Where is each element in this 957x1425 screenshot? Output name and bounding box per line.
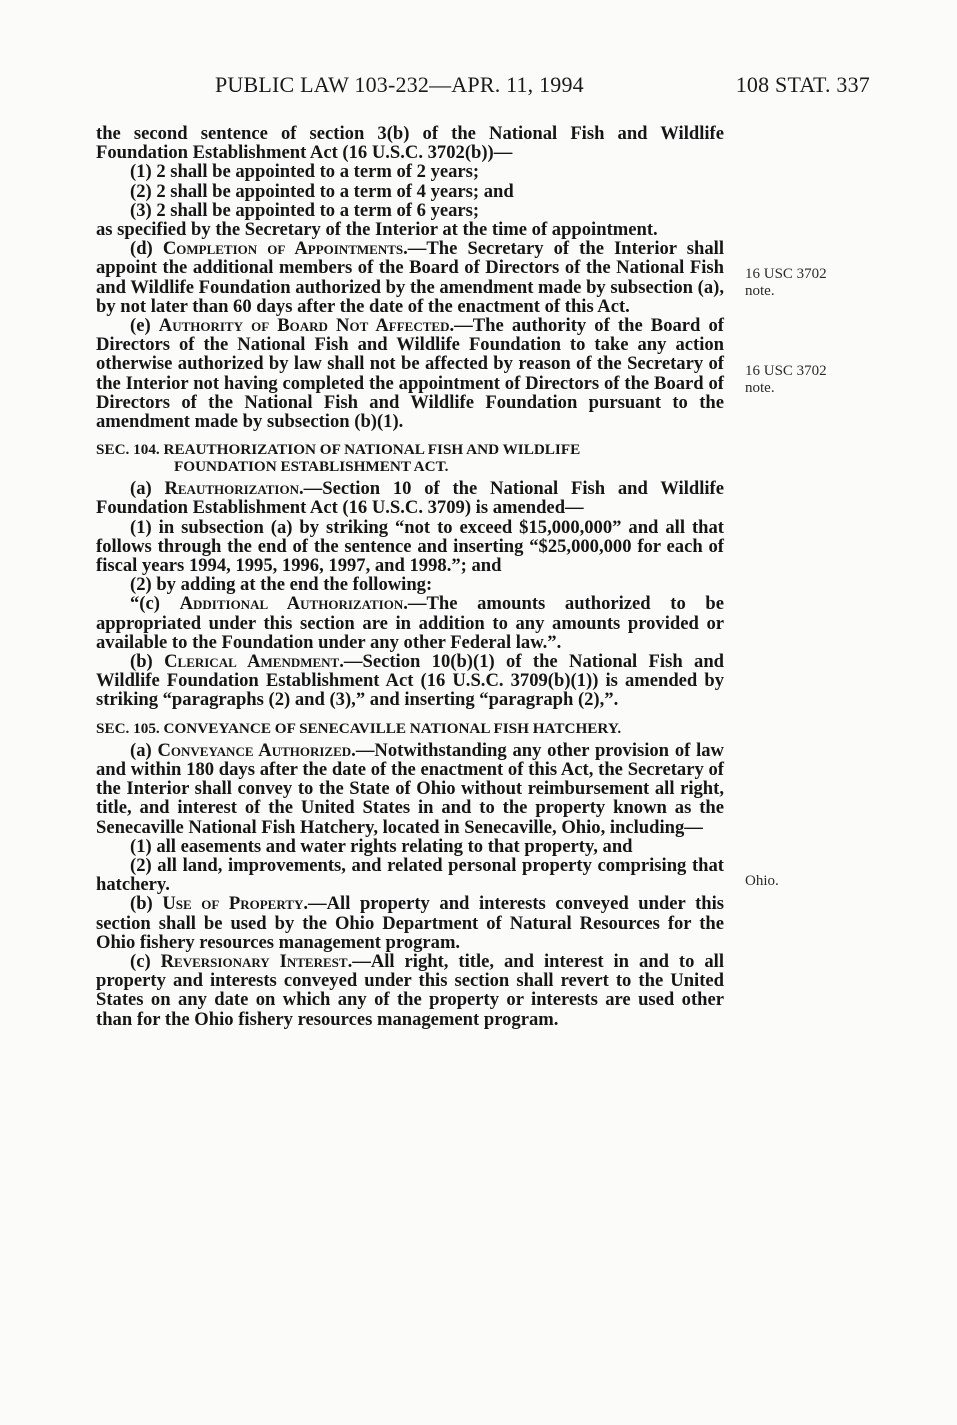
subsection-a-104 xyxy=(96,479,724,517)
list-item: (1) all easements and water rights relating to that property, and xyxy=(130,835,633,857)
subsection-text: —Notwithstanding any other provision of law and within 180 days after the date of the enactment of this Act, the Secretary of the Interior shall convey to the State of Ohio without reimbursement all right, title, and interest of the United States in and to the property known as the Senecaville National Fish Hatchery, located in Senecaville, Ohio, including— xyxy=(96,739,724,838)
subsection-label: (a) xyxy=(130,478,165,500)
subsection-text: —All right, title, and interest in and to all property and interests conveyed under this section shall revert to the United States on any date on which any of the property or interests are used other than for the Ohio fishery resources management program. xyxy=(96,950,725,1030)
margin-note-state: Ohio. xyxy=(745,873,779,889)
list-item: (3) 2 shall be appointed to a term of 6 years; xyxy=(130,199,480,221)
subsection-b-104 xyxy=(96,652,724,710)
subsection-label: (a) xyxy=(130,739,158,761)
subsection-text: —Section 10(b)(1) of the National Fish and Wildlife Foundation Establishment Act (16 U.S.C. 3709(b)(1)) is amended by striking “paragraphs (2) and (3),” and inserting “paragraph (2),”. xyxy=(96,651,724,711)
list-item: (1) in subsection (a) by striking “not to exceed $15,000,000” and all that follows through the end of the sentence and inserting “$25,000,000 for each of fiscal years 1994, 1995, 1996, 1997, and 1998.”; and xyxy=(96,516,724,577)
list-item: (1) 2 shall be appointed to a term of 2 years; xyxy=(130,161,480,183)
section-105-heading: SEC. 105. CONVEYANCE OF SENECAVILLE NATIONAL FISH HATCHERY. xyxy=(96,719,622,737)
subsection-label: (d) xyxy=(130,238,163,260)
paragraph: the second sentence of section 3(b) of the National Fish and Wildlife Foundation Establishment Act (16 U.S.C. 3702(b))— xyxy=(96,123,724,164)
subsection-text: —The authority of the Board of Directors of the National Fish and Wildlife Foundation to take any action otherwise authorized by law shall not be affected by reason of the Secretary of the Interior not having completed the appointment of Directors of the Board of Directors of the National Fish and Wildlife Foundation pursuant to the amendment made by subsection (b)(1). xyxy=(96,315,724,433)
margin-note-citation: 16 USC 3702 note. xyxy=(745,363,827,396)
subsection-label: (e) xyxy=(130,315,159,337)
subsection-text: —All property and interests conveyed under this section shall be used by the Ohio Department of Natural Resources for the Ohio fishery resources management program. xyxy=(96,893,725,953)
subsection-label: (b) xyxy=(130,651,165,673)
list-item: (2) all land, improvements, and related personal property comprising that hatchery. xyxy=(96,854,724,896)
section-heading-line: FOUNDATION ESTABLISHMENT ACT. xyxy=(174,458,449,476)
section-104-heading xyxy=(96,441,724,475)
subsection-heading: Completion of Appointments. xyxy=(162,238,408,260)
subsection-heading: Use of Property. xyxy=(162,893,308,915)
list-item: (2) 2 shall be appointed to a term of 4 years; and xyxy=(130,180,514,202)
subsection-b-105 xyxy=(96,894,724,952)
subsection-label: (c) xyxy=(130,950,161,972)
subsection-label: “(c) xyxy=(130,593,180,615)
subsection-text: —Section 10 of the National Fish and Wildlife Foundation Establishment Act (16 U.S.C. 3709) is amended— xyxy=(96,478,724,519)
subsection-heading: Reauthorization. xyxy=(164,478,304,500)
subsection-text: —The amounts authorized to be appropriated under this section are in addition to any amounts provided or available to the Foundation under any other Federal law.”. xyxy=(96,593,724,653)
subsection-label: (b) xyxy=(130,893,163,915)
subsection-heading: Conveyance Authorized. xyxy=(157,739,356,761)
paragraph: as specified by the Secretary of the Interior at the time of appointment. xyxy=(96,219,658,241)
subsection-a-105 xyxy=(96,741,724,837)
page-header xyxy=(215,72,870,102)
subsection-heading: Authority of Board Not Affected. xyxy=(158,315,455,337)
subsection-c-105 xyxy=(96,952,724,1029)
law-title: PUBLIC LAW 103-232—APR. 11, 1994 xyxy=(215,72,584,97)
subsection-text: —The Secretary of the Interior shall appoint the additional members of the Board of Directors of the National Fish and Wildlife Foundation authorized by the amendment made by subsection (a), by not later than 60 days after the date of the enactment of this Act. xyxy=(96,238,724,317)
margin-note-citation: 16 USC 3702 note. xyxy=(745,266,827,299)
subsection-e xyxy=(96,316,724,431)
subsection-d xyxy=(96,239,724,316)
subsection-heading: Clerical Amendment. xyxy=(164,651,344,673)
list-item: (2) by adding at the end the following: xyxy=(130,574,433,596)
page-body xyxy=(96,124,724,1029)
subsection-c-104 xyxy=(96,594,724,652)
statute-page: 108 STAT. 337 xyxy=(735,72,870,97)
subsection-heading: Additional Authorization. xyxy=(179,593,408,615)
section-heading-line: SEC. 104. REAUTHORIZATION OF NATIONAL FISH AND WILDLIFE xyxy=(96,441,581,459)
subsection-heading: Reversionary Interest. xyxy=(160,950,353,972)
